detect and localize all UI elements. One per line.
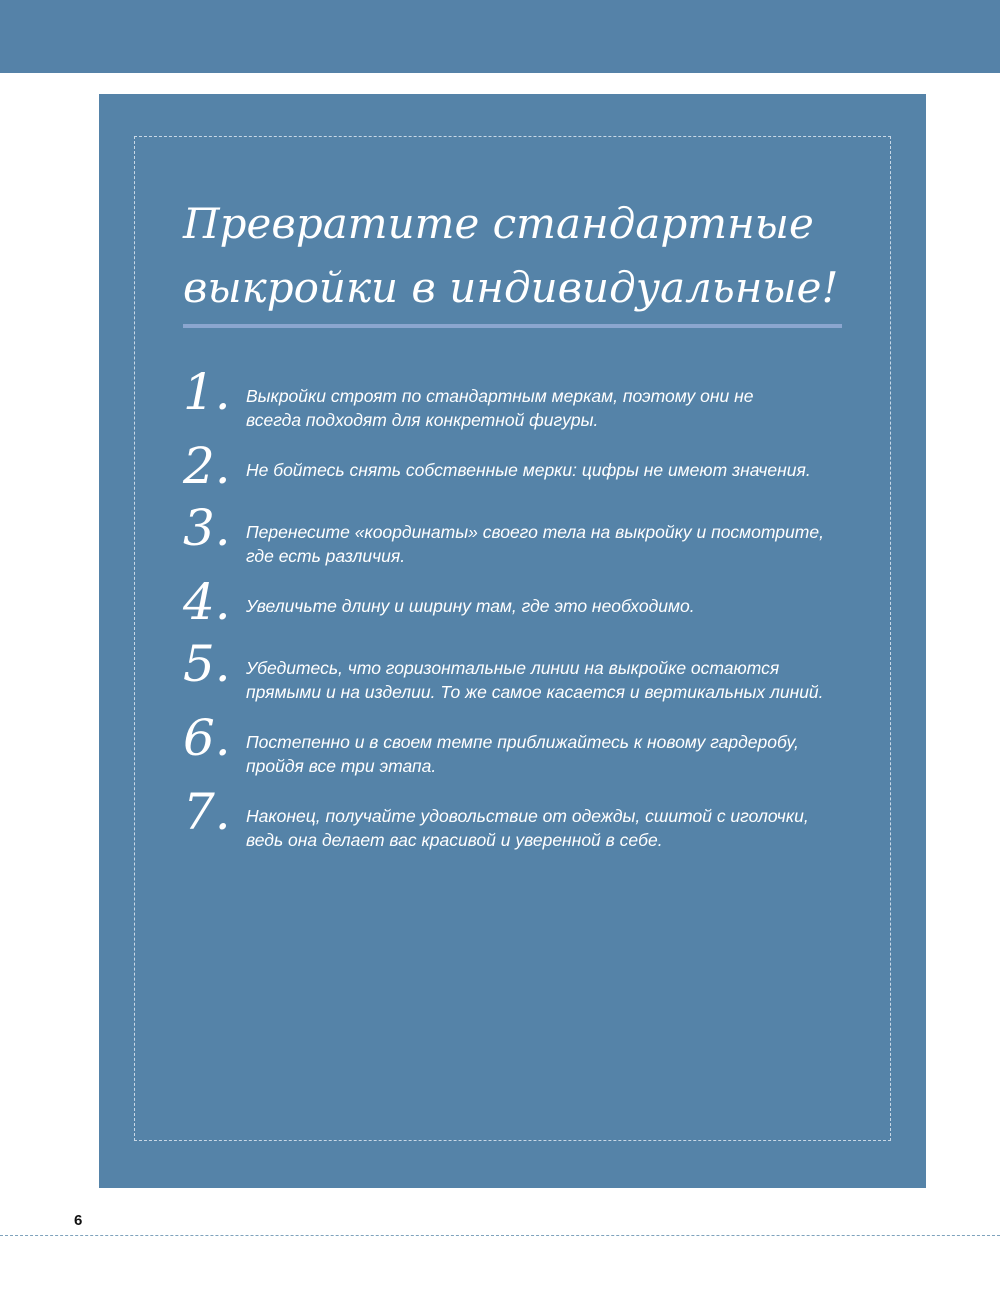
list-item [183,438,863,494]
title-line-1: Превратите стандартные [183,199,814,248]
list-item [183,500,863,568]
item-number: 5. [183,635,231,693]
item-text: Перенесите «координаты» своего тела на выкройку и посмотрите, где есть различия. [246,522,824,566]
item-number: 1. [183,363,231,421]
panel-title [183,192,883,320]
item-text: Не бойтесь снять собственные мерки: цифры не имеют значения. [246,460,811,480]
footer-divider [0,1235,1000,1236]
list-item [183,574,863,630]
title-line-2: выкройки в индивидуальные! [183,263,839,312]
tips-panel [99,94,926,1188]
item-text: Увеличьте длину и ширину там, где это необходимо. [246,596,695,616]
list-item [183,710,863,778]
item-number: 2. [183,437,231,495]
item-text: Наконец, получайте удовольствие от одежды, сшитой с иголочки, ведь она делает вас красивой и уверенной в себе. [246,806,809,850]
item-number: 3. [183,499,231,557]
title-underline [183,324,842,328]
top-banner [0,0,1000,73]
tips-list [183,364,863,852]
item-number: 7. [183,783,231,841]
item-number: 4. [183,573,231,631]
item-text: Убедитесь, что горизонтальные линии на выкройке остаются прямыми и на изделии. То же самое касается и вертикальных линий. [246,658,824,702]
item-text: Постепенно и в своем темпе приближайтесь к новому гардеробу, пройдя все три этапа. [246,732,799,776]
list-item [183,636,863,704]
list-item [183,364,863,432]
item-number: 6. [183,709,231,767]
list-item [183,784,863,852]
page-number: 6 [74,1212,83,1229]
item-text: Выкройки строят по стандартным меркам, поэтому они не всегда подходят для конкретной фигуры. [246,386,754,430]
